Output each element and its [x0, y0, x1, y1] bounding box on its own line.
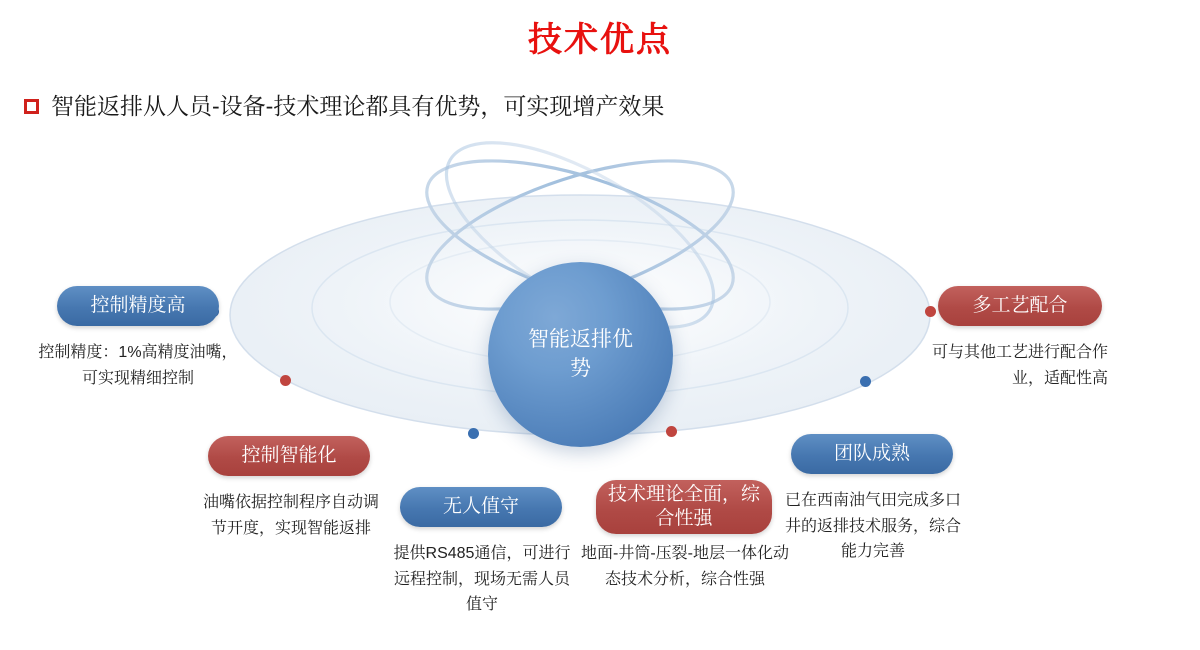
- node-label-multi-process[interactable]: [938, 286, 1102, 326]
- node-label-text: 控制智能化: [241, 445, 337, 467]
- page-title: 技术优点: [528, 21, 672, 59]
- node-label-text: 团队成熟: [833, 443, 910, 465]
- node-label-theory[interactable]: [596, 480, 772, 534]
- node-label-team[interactable]: [791, 434, 953, 474]
- node-desc-multi-process: 可与其他工艺进行配合作业，适配性高: [931, 344, 1108, 387]
- bullet-text: 智能返排从人员-设备-技术理论都具有优势，可实现增产效果: [51, 93, 665, 119]
- node-label-text: 技术理论全面，综合性强: [607, 484, 760, 529]
- node-label-unattended[interactable]: [400, 487, 562, 527]
- core-label: 智能返排优势: [528, 328, 633, 380]
- node-dot-theory: [666, 426, 677, 437]
- node-dot-unattended: [468, 428, 479, 439]
- node-desc-unattended: 提供RS485通信，可进行远程控制，现场无需人员值守: [393, 545, 571, 614]
- node-label-text: 控制精度高: [90, 295, 186, 317]
- node-label-text: 无人值守: [442, 496, 519, 518]
- node-desc-theory: 地面-井筒-压裂-地层一体化动态技术分析，综合性强: [581, 545, 789, 588]
- node-desc-control-accuracy: 控制精度：1%高精度油嘴，可实现精细控制: [38, 344, 238, 387]
- node-dot-control-intelligent: [280, 375, 291, 386]
- bullet-square-icon: [24, 99, 39, 114]
- bullet-row: [24, 88, 664, 121]
- node-label-control-accuracy[interactable]: [57, 286, 219, 326]
- node-dot-multi-process: [925, 306, 936, 317]
- node-desc-control-intelligent: 油嘴依据控制程序自动调节开度，实现智能返排: [202, 494, 379, 537]
- node-label-text: 多工艺配合: [972, 295, 1068, 317]
- node-desc-team: 已在西南油气田完成多口井的返排技术服务，综合能力完善: [784, 492, 961, 561]
- node-dot-team: [860, 376, 871, 387]
- core-circle: [488, 262, 673, 447]
- node-label-control-intelligent[interactable]: [208, 436, 370, 476]
